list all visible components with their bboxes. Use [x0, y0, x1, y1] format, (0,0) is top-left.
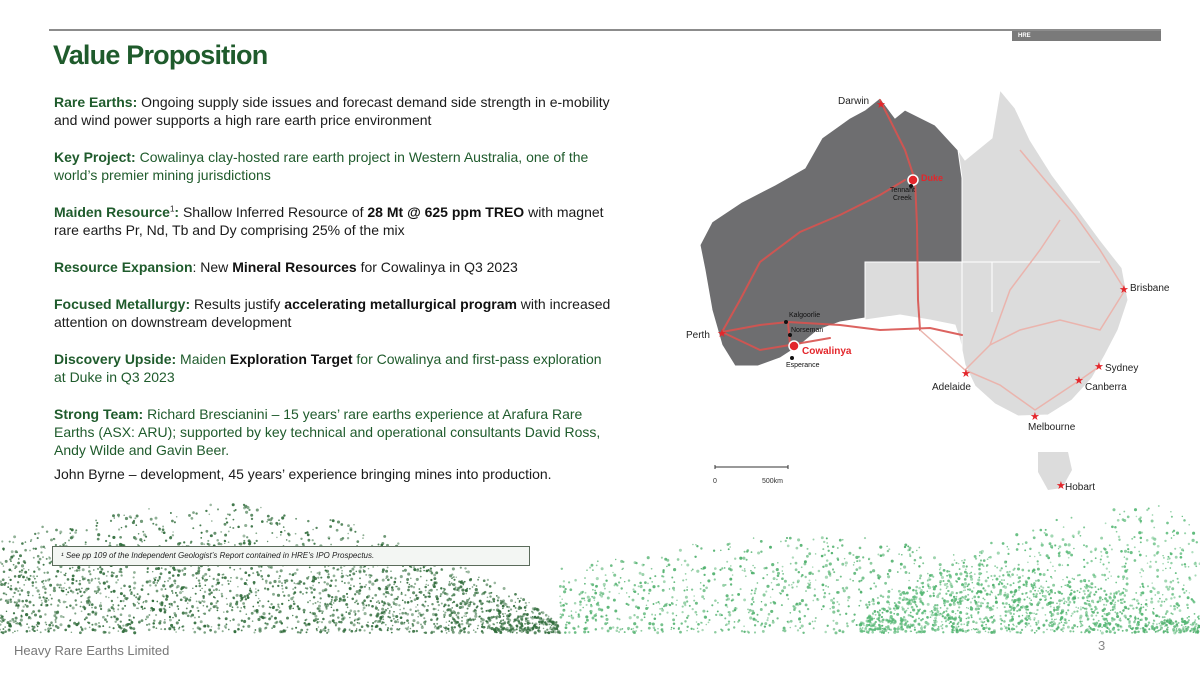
point-colon: :	[174, 204, 180, 220]
scale-distance: 500km	[762, 478, 784, 485]
point-text: Results justify	[190, 296, 285, 312]
point-strong-team	[54, 405, 614, 459]
point-text: Cowalinya clay-hosted rare earth project in Western Australia, one of the world’s premier mining jurisdictions	[54, 149, 589, 183]
point-text: Shallow Inferred Resource of	[179, 204, 368, 220]
point-text: Ongoing supply side issues and forecast demand side strength in e-mobility and wind power supports a high rare earth price environment	[54, 94, 610, 128]
point-rare-earths	[54, 93, 614, 129]
footer-company: Heavy Rare Earths Limited	[14, 643, 170, 658]
label-tennant: Tennant	[890, 187, 915, 194]
map-wa-nt	[700, 98, 962, 366]
point-maiden-resource	[54, 203, 614, 239]
star-hobart: ★	[1056, 480, 1066, 492]
team-note: John Byrne – development, 45 years’ experience bringing mines into production.	[54, 466, 552, 482]
point-highlight: 28 Mt @ 625 ppm TREO	[367, 204, 525, 220]
star-melbourne: ★	[1030, 411, 1040, 423]
label-esperance: Esperance	[786, 362, 820, 369]
page-title: Value Proposition	[53, 40, 268, 70]
point-label: Maiden Resource	[54, 204, 170, 220]
esperance-dot	[790, 356, 794, 360]
label-norseman: Norseman	[791, 327, 824, 334]
label-sydney: Sydney	[1105, 363, 1139, 374]
label-brisbane: Brisbane	[1130, 283, 1170, 294]
point-label: Rare Earths:	[54, 94, 138, 110]
content-list	[54, 93, 614, 502]
point-label: Resource Expansion	[54, 259, 193, 275]
point-text: Richard Brescianini – 15 years’ rare earths experience at Arafura Rare Earths (ASX: ARU); supported by key technical and operational consultants David Ross, Andy Wilde and Gavin Beer.	[54, 406, 601, 458]
point-label: Key Project:	[54, 149, 136, 165]
scale-bar	[713, 465, 788, 485]
point-highlight: Exploration Target	[229, 351, 353, 367]
label-perth: Perth	[686, 330, 710, 341]
label-hobart: Hobart	[1065, 482, 1096, 493]
point-text: Maiden	[176, 351, 230, 367]
label-kalgoorlie: Kalgoorlie	[789, 312, 821, 319]
point-key-project	[54, 148, 614, 184]
point-highlight: Mineral Resources	[232, 259, 357, 275]
star-darwin: ★	[876, 99, 886, 111]
scale-zero: 0	[713, 478, 717, 485]
page-number: 3	[1098, 638, 1106, 653]
header-tag: HRE	[1012, 31, 1161, 41]
point-focused-metallurgy	[54, 295, 614, 331]
star-canberra: ★	[1074, 375, 1084, 387]
point-discovery-upside	[54, 350, 614, 386]
cowalinya-marker	[789, 341, 799, 351]
star-brisbane: ★	[1119, 284, 1129, 296]
point-highlight: accelerating metallurgical program	[284, 296, 517, 312]
star-adelaide: ★	[961, 368, 971, 380]
footnote-marker: 1	[169, 204, 175, 214]
footnote-box: ¹ See pp 109 of the Independent Geologist’s Report contained in HRE’s IPO Prospectus.	[52, 546, 530, 566]
australia-map	[680, 90, 1180, 500]
label-cowalinya: Cowalinya	[802, 346, 852, 357]
star-perth: ★	[717, 328, 727, 340]
label-creek: Creek	[893, 195, 912, 202]
star-sydney: ★	[1094, 361, 1104, 373]
point-label: Discovery Upside:	[54, 351, 177, 367]
point-text: : New	[192, 259, 233, 275]
kalgoorlie-dot	[784, 320, 788, 324]
point-label: Focused Metallurgy:	[54, 296, 191, 312]
label-duke: Duke	[921, 173, 944, 183]
point-text: with increased attention on downstream development	[54, 296, 611, 330]
point-label: Strong Team:	[54, 406, 144, 422]
point-text: for Cowalinya in Q3 2023	[356, 259, 518, 275]
header-rule	[49, 29, 1161, 31]
point-resource-expansion	[54, 258, 614, 276]
label-melbourne: Melbourne	[1028, 422, 1076, 433]
label-adelaide: Adelaide	[932, 382, 971, 393]
duke-marker	[908, 175, 918, 185]
point-text: for Cowalinya and first-pass exploration at Duke in Q3 2023	[54, 351, 602, 385]
label-canberra: Canberra	[1085, 382, 1127, 393]
label-darwin: Darwin	[838, 96, 870, 107]
point-text: with magnet rare earths Pr, Nd, Tb and Dy comprising 25% of the mix	[54, 204, 604, 238]
